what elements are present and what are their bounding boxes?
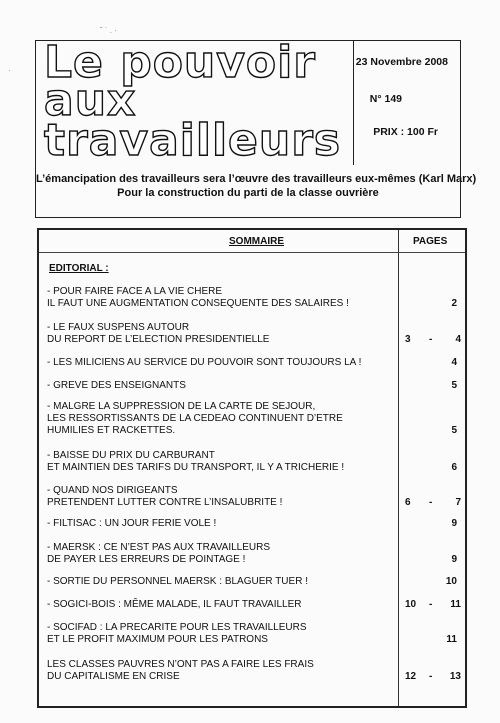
toc-page-number: 2 <box>451 298 457 309</box>
column-divider <box>398 230 399 706</box>
toc-page-sep: - <box>429 671 433 682</box>
masthead <box>35 37 477 218</box>
margin-scribble: ˘ ˙ . · <box>100 26 117 35</box>
newspaper-title-line-2: aux <box>44 75 137 126</box>
toc-entry-line: LES RESSORTISSANTS DE LA CEDEAO CONTINUENT D’ETRE <box>47 413 343 424</box>
toc-entry-line: ET MAINTIEN DES TARIFS DU TRANSPORT, IL Y A TRICHERIE ! <box>47 462 345 473</box>
toc-page-from: 3 <box>405 334 411 345</box>
toc-entry-line: - SORTIE DU PERSONNEL MAERSK : BLAGUER TUER ! <box>47 576 308 587</box>
title-box <box>36 37 354 166</box>
toc-page-to: 4 <box>455 334 461 345</box>
toc-page-sep: - <box>429 334 433 345</box>
toc-page-number: 5 <box>451 380 457 391</box>
toc-entry <box>47 380 397 392</box>
issue-number: N° 149 <box>369 93 402 105</box>
toc-page-number: 6 <box>451 462 457 473</box>
toc-entry-line: - SOCIFAD : LA PRECARITE POUR LES TRAVAILLEURS <box>47 622 307 633</box>
toc-entry-line: - QUAND NOS DIRIGEANTS <box>47 485 178 496</box>
toc-page-number: 5 <box>451 425 457 436</box>
toc-entry-line: DU REPORT DE L’ELECTION PRESIDENTIELLE <box>47 334 270 345</box>
toc-page-from: 10 <box>405 599 417 610</box>
toc-entry <box>47 518 397 530</box>
toc-page-number: 4 <box>451 357 457 368</box>
toc-entry-line: IL FAUT UNE AUGMENTATION CONSEQUENTE DES SALAIRES ! <box>47 298 349 309</box>
toc-header <box>39 230 465 253</box>
toc-page-to: 11 <box>450 599 461 610</box>
toc-entry <box>47 322 397 346</box>
toc-page-from: 12 <box>405 671 417 682</box>
toc-entry-line: - MALGRE LA SUPPRESSION DE LA CARTE DE SEJOUR, <box>47 401 316 412</box>
toc-page-to: 7 <box>455 497 461 508</box>
newspaper-title-line-3: travailleurs <box>44 115 342 166</box>
toc-entry <box>47 401 397 437</box>
toc-entry-line: HUMILIES ET RACKETTES. <box>47 425 176 436</box>
toc-entry-line: - LE FAUX SUSPENS AUTOUR <box>47 322 190 333</box>
toc-entry <box>47 286 397 310</box>
toc-page-number: 11 <box>446 634 457 645</box>
toc-entry <box>47 542 397 566</box>
toc-header-summary: SOMMAIRE <box>229 236 284 247</box>
toc-entry-line: DE PAYER LES ERREURS DE POINTAGE ! <box>47 554 246 565</box>
toc-entry <box>47 576 397 588</box>
toc-entry <box>47 357 397 369</box>
toc-entry-line: PRETENDENT LUTTER CONTRE L’INSALUBRITE ! <box>47 497 283 508</box>
toc-entry-line: DU CAPITALISME EN CRISE <box>47 671 180 682</box>
table-of-contents <box>37 228 467 708</box>
toc-entry-line: - BAISSE DU PRIX DU CARBURANT <box>47 450 215 461</box>
toc-entry-line: - FILTISAC : UN JOUR FERIE VOLE ! <box>47 518 217 529</box>
margin-scribble: · <box>8 66 11 75</box>
toc-page-sep: - <box>429 497 433 508</box>
toc-header-pages: PAGES <box>413 236 448 247</box>
toc-page-from: 6 <box>405 497 411 508</box>
toc-entry-line: ET LE PROFIT MAXIMUM POUR LES PATRONS <box>47 634 268 645</box>
newspaper-title-line-1: Le pouvoir <box>44 37 316 88</box>
tagline-mission: Pour la construction du parti de la classe ouvrière <box>117 187 379 199</box>
toc-entry <box>47 622 397 646</box>
toc-entry-line: - LES MILICIENS AU SERVICE DU POUVOIR SONT TOUJOURS LA ! <box>47 357 362 368</box>
toc-entry <box>47 450 397 474</box>
toc-page-number: 9 <box>451 554 457 565</box>
toc-page-sep: - <box>429 599 433 610</box>
toc-entry-line: - SOGICI-BOIS : MÊME MALADE, IL FAUT TRAVAILLER <box>47 599 302 610</box>
section-heading-editorial: EDITORIAL : <box>49 263 109 274</box>
toc-entry <box>47 659 397 683</box>
toc-page-to: 13 <box>449 671 461 682</box>
toc-entry-line: - GREVE DES ENSEIGNANTS <box>47 380 186 391</box>
toc-entry-line: - POUR FAIRE FACE A LA VIE CHERE <box>47 286 223 297</box>
toc-entry <box>47 485 397 509</box>
toc-page-number: 10 <box>445 576 457 587</box>
toc-entry-line: LES CLASSES PAUVRES N’ONT PAS A FAIRE LES FRAIS <box>47 659 314 670</box>
toc-page-number: 9 <box>451 518 457 529</box>
issue-price: PRIX : 100 Fr <box>373 126 438 138</box>
toc-entry-line: - MAERSK : CE N’EST PAS AUX TRAVAILLEURS <box>47 542 271 553</box>
tagline-quote: L’émancipation des travailleurs sera l’œuvre des travailleurs eux-mêmes (Karl Marx) <box>36 173 477 185</box>
toc-entry <box>47 599 397 611</box>
issue-date: 23 Novembre 2008 <box>355 56 448 68</box>
